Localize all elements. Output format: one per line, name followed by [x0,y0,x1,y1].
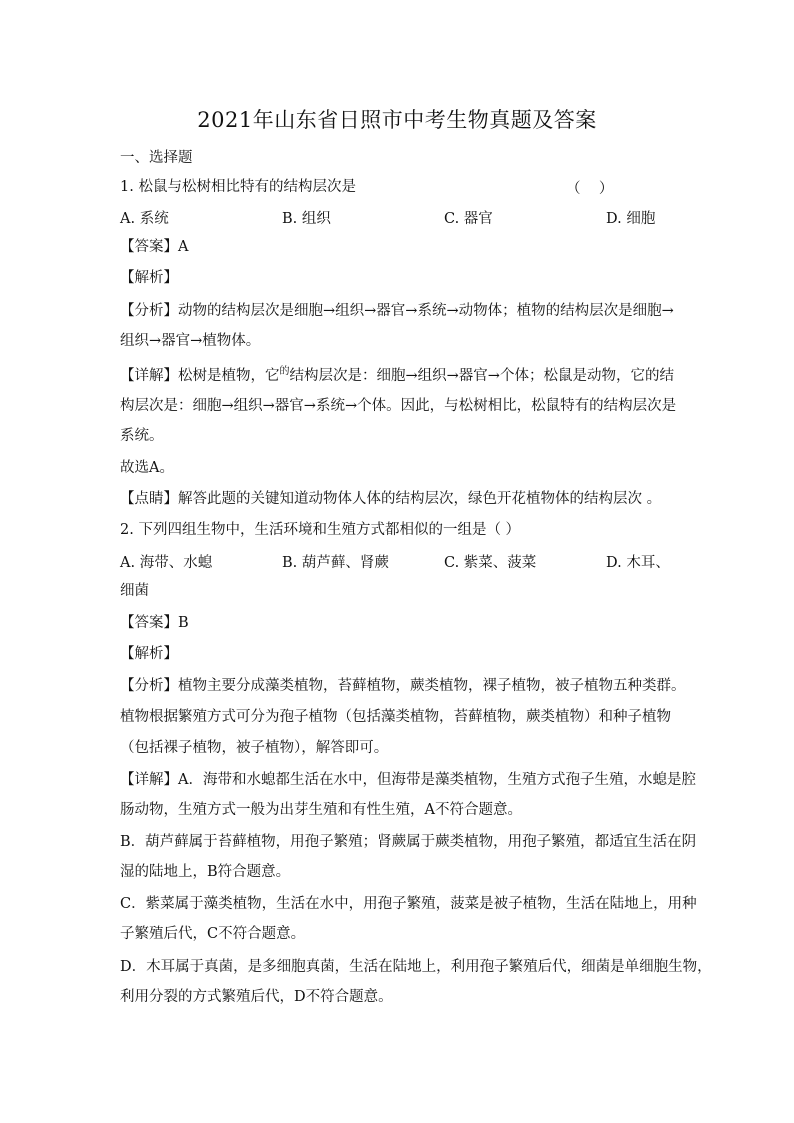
q1-xiangjie-line-1 [120,366,674,388]
question-2-stem: 2. 下列四组生物中，生活环境和生殖方式都相似的一组是（ ） [120,522,521,538]
q2-xiangjie-d-line-1: D．木耳属于真菌，是多细胞真菌，生活在陆地上，利用孢子繁殖后代，细菌是单细胞生物， [120,959,712,975]
q1-option-b: B. 组织 [282,211,331,227]
q1-xiangjie-line-3: 系统。 [120,428,164,444]
q2-analysis-heading: 【解析】 [120,646,178,662]
q2-xiangjie-a-line-2: 肠动物，生殖方式一般为出芽生殖和有性生殖，A不符合题意。 [120,802,522,818]
q1-option-c: C. 器官 [444,211,493,227]
q2-answer: 【答案】B [120,615,189,631]
q1-fenxi-line-1: 【分析】动物的结构层次是细胞→组织→器官→系统→动物体；植物的结构层次是细胞→ [120,303,674,319]
question-1-stem: 1. 松鼠与松树相比特有的结构层次是 [120,179,356,195]
q2-option-c: C. 紫菜、菠菜 [444,555,537,571]
q1-analysis-heading: 【解析】 [120,270,178,286]
q2-option-d: D. 木耳、 [606,555,670,571]
page-title: 2021年山东省日照市中考生物真题及答案 [197,108,597,132]
question-1-blank: （ ） [566,181,614,197]
q1-option-a: A. 系统 [120,211,169,227]
section-heading: 一、选择题 [120,150,193,166]
q1-dianjing: 【点睛】解答此题的关键知道动物体人体的结构层次，绿色开花植物体的结构层次 。 [120,491,662,507]
q2-option-a: A. 海带、水螅 [120,555,213,571]
q1-option-d: D. 细胞 [606,211,656,227]
q2-xiangjie-c-line-2: 子繁殖后代，C不符合题意。 [120,926,306,942]
q1-fenxi-line-2: 组织→器官→植物体。 [120,333,261,349]
q1-xiangjie-sup: 的 [279,366,290,377]
q2-xiangjie-b-line-2: 湿的陆地上，B符合题意。 [120,864,291,880]
q2-fenxi-line-1: 【分析】植物主要分成藻类植物，苔藓植物，蕨类植物，裸子植物，被子植物五种类群。 [120,678,686,694]
q2-xiangjie-d-line-2: 利用分裂的方式繁殖后代，D不符合题意。 [120,989,393,1005]
q2-xiangjie-b-line-1: B．葫芦藓属于苔藓植物，用孢子繁殖；肾蕨属于蕨类植物，用孢子繁殖，都适宜生活在阴 [120,834,697,850]
q2-option-b: B. 葫芦藓、肾蕨 [282,555,389,571]
q1-conclusion: 故选A。 [120,460,174,476]
q2-xiangjie-c-line-1: C．紫菜属于藻类植物，生活在水中，用孢子繁殖，菠菜是被子植物，生活在陆地上，用种 [120,896,697,912]
q1-xiangjie-1a: 【详解】松树是植物，它 [120,368,280,384]
q1-xiangjie-1b: 结构层次是：细胞→组织→器官→个体；松鼠是动物，它的结 [289,368,674,384]
q2-fenxi-line-3: （包括裸子植物，被子植物），解答即可。 [120,740,389,756]
q1-xiangjie-line-2: 构层次是：细胞→组织→器官→系统→个体。因此，与松树相比，松鼠特有的结构层次是 [120,398,677,414]
q2-fenxi-line-2: 植物根据繁殖方式可分为孢子植物（包括藻类植物，苔藓植物，蕨类植物）和种子植物 [120,709,671,725]
q1-answer: 【答案】A [120,239,189,255]
q2-option-d-continued: 细菌 [120,583,149,599]
q2-xiangjie-a-line-1: 【详解】A．海带和水螅都生活在水中，但海带是藻类植物，生殖方式孢子生殖，水螅是腔 [120,772,696,788]
